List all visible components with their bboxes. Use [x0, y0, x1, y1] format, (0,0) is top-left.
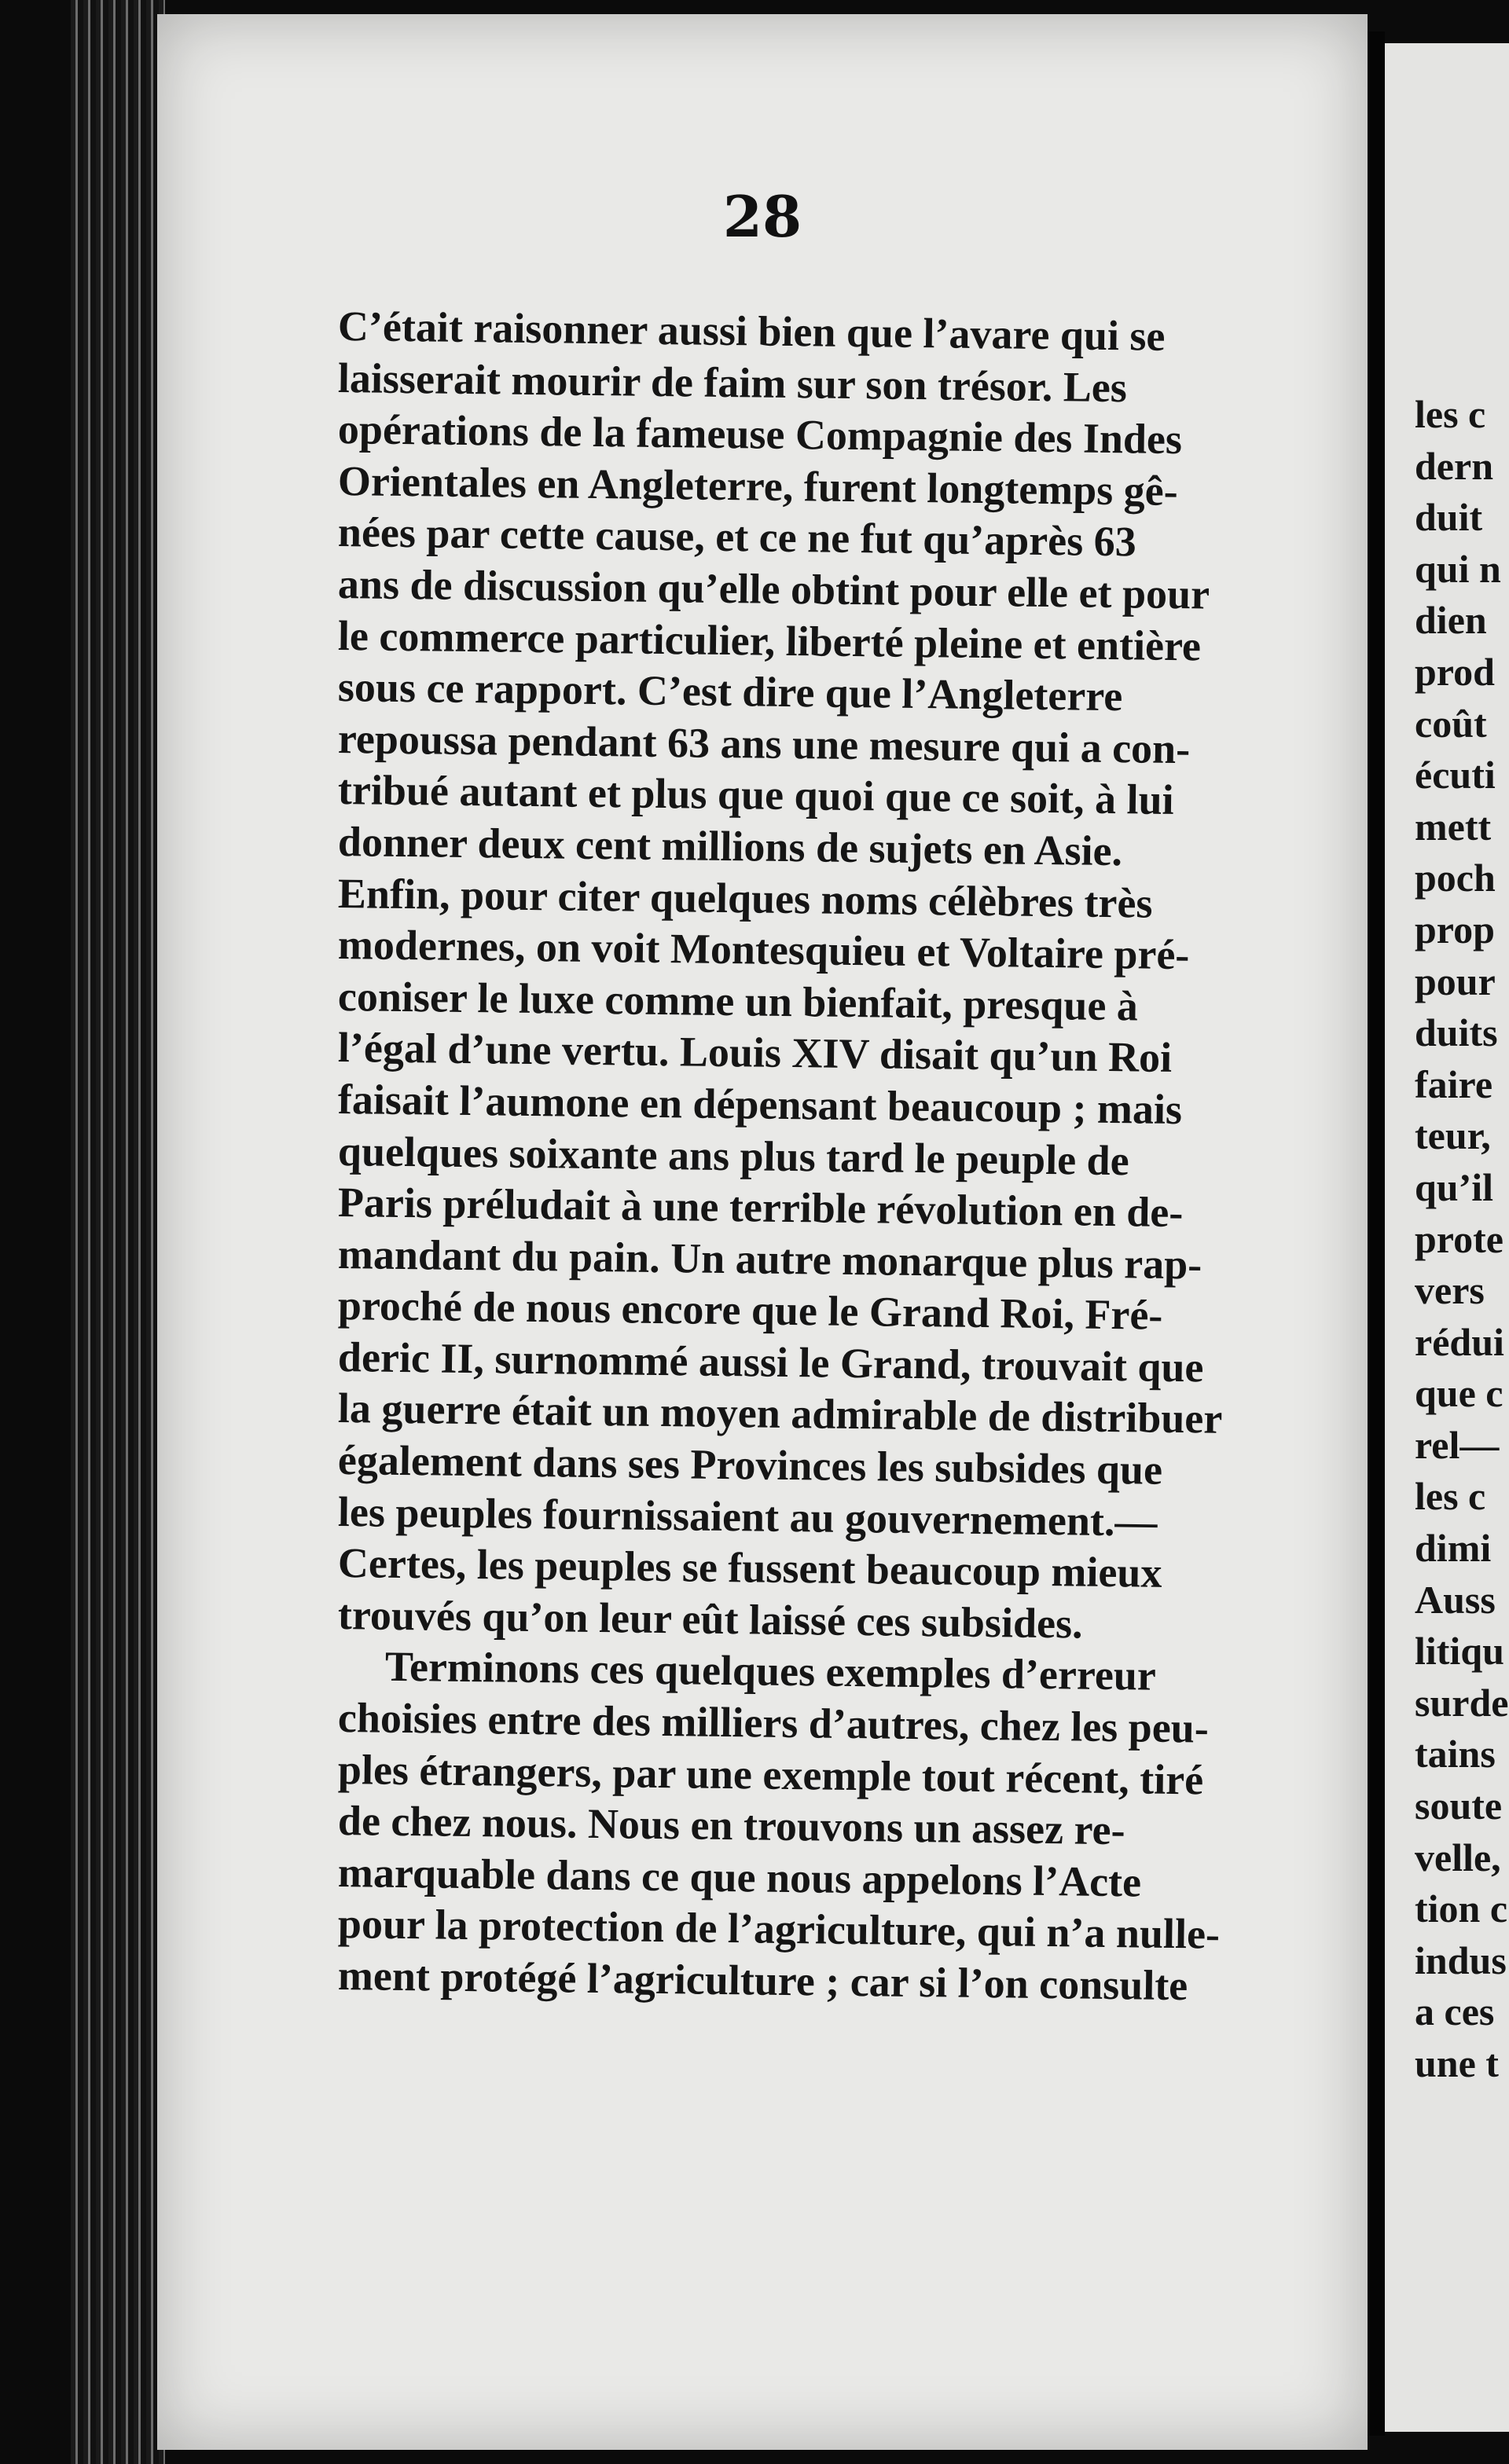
facing-page-edge	[1385, 43, 1509, 2432]
text-line: l’égal d’une vertu. Louis XIV disait qu’un Roi	[337, 1024, 1173, 1082]
facing-line: faire	[1415, 1062, 1493, 1106]
facing-line: teur,	[1415, 1113, 1491, 1158]
text-line: la guerre était un moyen admirable de distribuer	[337, 1384, 1223, 1443]
left-page	[157, 14, 1368, 2450]
text-line: trouvés qu’on leur eût laissé ces subsides.	[337, 1590, 1083, 1648]
facing-line: duits	[1415, 1010, 1498, 1055]
text-line: ples étrangers, par une exemple tout récent, tiré	[337, 1745, 1204, 1804]
text-line: opérations de la fameuse Compagnie des Indes	[337, 405, 1183, 464]
facing-line: duit	[1415, 495, 1483, 540]
facing-line: rel—	[1415, 1422, 1500, 1467]
facing-line: tion c	[1415, 1886, 1508, 1931]
facing-line: coût	[1415, 701, 1487, 746]
text-line: donner deux cent millions de sujets en Asie.	[337, 817, 1123, 875]
text-line: proché de nous encore que le Grand Roi, Fré-	[337, 1282, 1163, 1340]
text-line: C’était raisonner aussi bien que l’avare qui se	[337, 302, 1166, 360]
facing-line: qu’il	[1415, 1164, 1494, 1209]
text-line: les peuples fournissaient au gouvernement.—	[337, 1487, 1158, 1546]
paragraph-start-line: Terminons ces quelques exemples d’erreur	[384, 1643, 1157, 1700]
text-line: marquable dans ce que nous appelons l’Acte	[337, 1848, 1142, 1906]
text-line: de chez nous. Nous en trouvons un assez re-	[337, 1797, 1125, 1854]
facing-line: vers	[1415, 1268, 1485, 1313]
facing-line: qui n	[1415, 546, 1501, 591]
text-line: ment protégé l’agriculture ; car si l’on consulte	[337, 1952, 1188, 2010]
text-line: deric II, surnommé aussi le Grand, trouvait que	[337, 1333, 1204, 1392]
text-line: le commerce particulier, liberté pleine et entière	[337, 611, 1202, 669]
facing-line: écuti	[1415, 753, 1496, 798]
facing-line: dien	[1415, 598, 1487, 643]
facing-line: indus	[1415, 1938, 1507, 1982]
facing-line: les c	[1415, 1474, 1486, 1519]
page-body-text	[337, 301, 1485, 2010]
facing-line: une t	[1415, 2041, 1499, 2085]
facing-line: tains	[1415, 1732, 1496, 1776]
facing-line: velle,	[1415, 1835, 1501, 1879]
text-line: choisies entre des milliers d’autres, chez les peu-	[337, 1694, 1210, 1752]
facing-line: prote	[1415, 1216, 1503, 1261]
facing-line: litiqu	[1415, 1629, 1504, 1674]
text-line: faisait l’aumone en dépensant beaucoup ; mais	[337, 1075, 1183, 1134]
text-line: Paris préludait à une terrible révolution en de-	[337, 1179, 1184, 1237]
facing-line: dimi	[1415, 1526, 1492, 1571]
facing-line: dern	[1415, 443, 1493, 488]
text-line: pour la protection de l’agriculture, qui n’a nulle-	[337, 1900, 1221, 1959]
facing-line: soute	[1415, 1784, 1503, 1828]
facing-line: rédui	[1415, 1319, 1504, 1364]
page-number: 28	[722, 183, 802, 250]
page-gutter	[1368, 31, 1385, 2436]
text-line: Orientales en Angleterre, furent longtemps gê-	[337, 456, 1179, 515]
text-line: sous ce rapport. C’est dire que l’Angleterre	[337, 663, 1123, 720]
text-line: modernes, on voit Montesquieu et Voltaire pré-	[337, 921, 1190, 979]
facing-line: surde	[1415, 1680, 1509, 1725]
text-line: coniser le luxe comme un bienfait, presque à	[337, 972, 1139, 1030]
text-line: quelques soixante ans plus tard le peuple de	[337, 1127, 1130, 1184]
facing-line: mett	[1415, 804, 1492, 849]
text-line: repoussa pendant 63 ans une mesure qui a con-	[337, 714, 1191, 772]
facing-line: prod	[1415, 649, 1495, 694]
facing-line: Auss	[1415, 1577, 1496, 1622]
facing-line: que c	[1415, 1371, 1503, 1416]
text-line: également dans ses Provinces les subsides que	[337, 1436, 1163, 1494]
facing-line: les c	[1415, 392, 1486, 436]
text-line: Enfin, pour citer quelques noms célèbres très	[337, 869, 1153, 927]
text-line: tribué autant et plus que quoi que ce soit, à lui	[337, 766, 1174, 824]
facing-line: prop	[1415, 907, 1495, 952]
facing-page-text	[1415, 389, 1508, 2090]
text-line: laisserait mourir de faim sur son trésor. Les	[337, 354, 1128, 411]
text-line: Certes, les peuples se fussent beaucoup mieux	[337, 1539, 1162, 1597]
facing-line: poch	[1415, 856, 1496, 900]
book-spine	[71, 0, 165, 2464]
facing-line: pour	[1415, 959, 1496, 1003]
text-line: nées par cette cause, et ce ne fut qu’après 63	[337, 508, 1137, 566]
text-line: mandant du pain. Un autre monarque plus rap-	[337, 1230, 1202, 1289]
text-line: ans de discussion qu’elle obtint pour elle et pour	[337, 559, 1210, 618]
facing-line: a ces	[1415, 1989, 1495, 2034]
